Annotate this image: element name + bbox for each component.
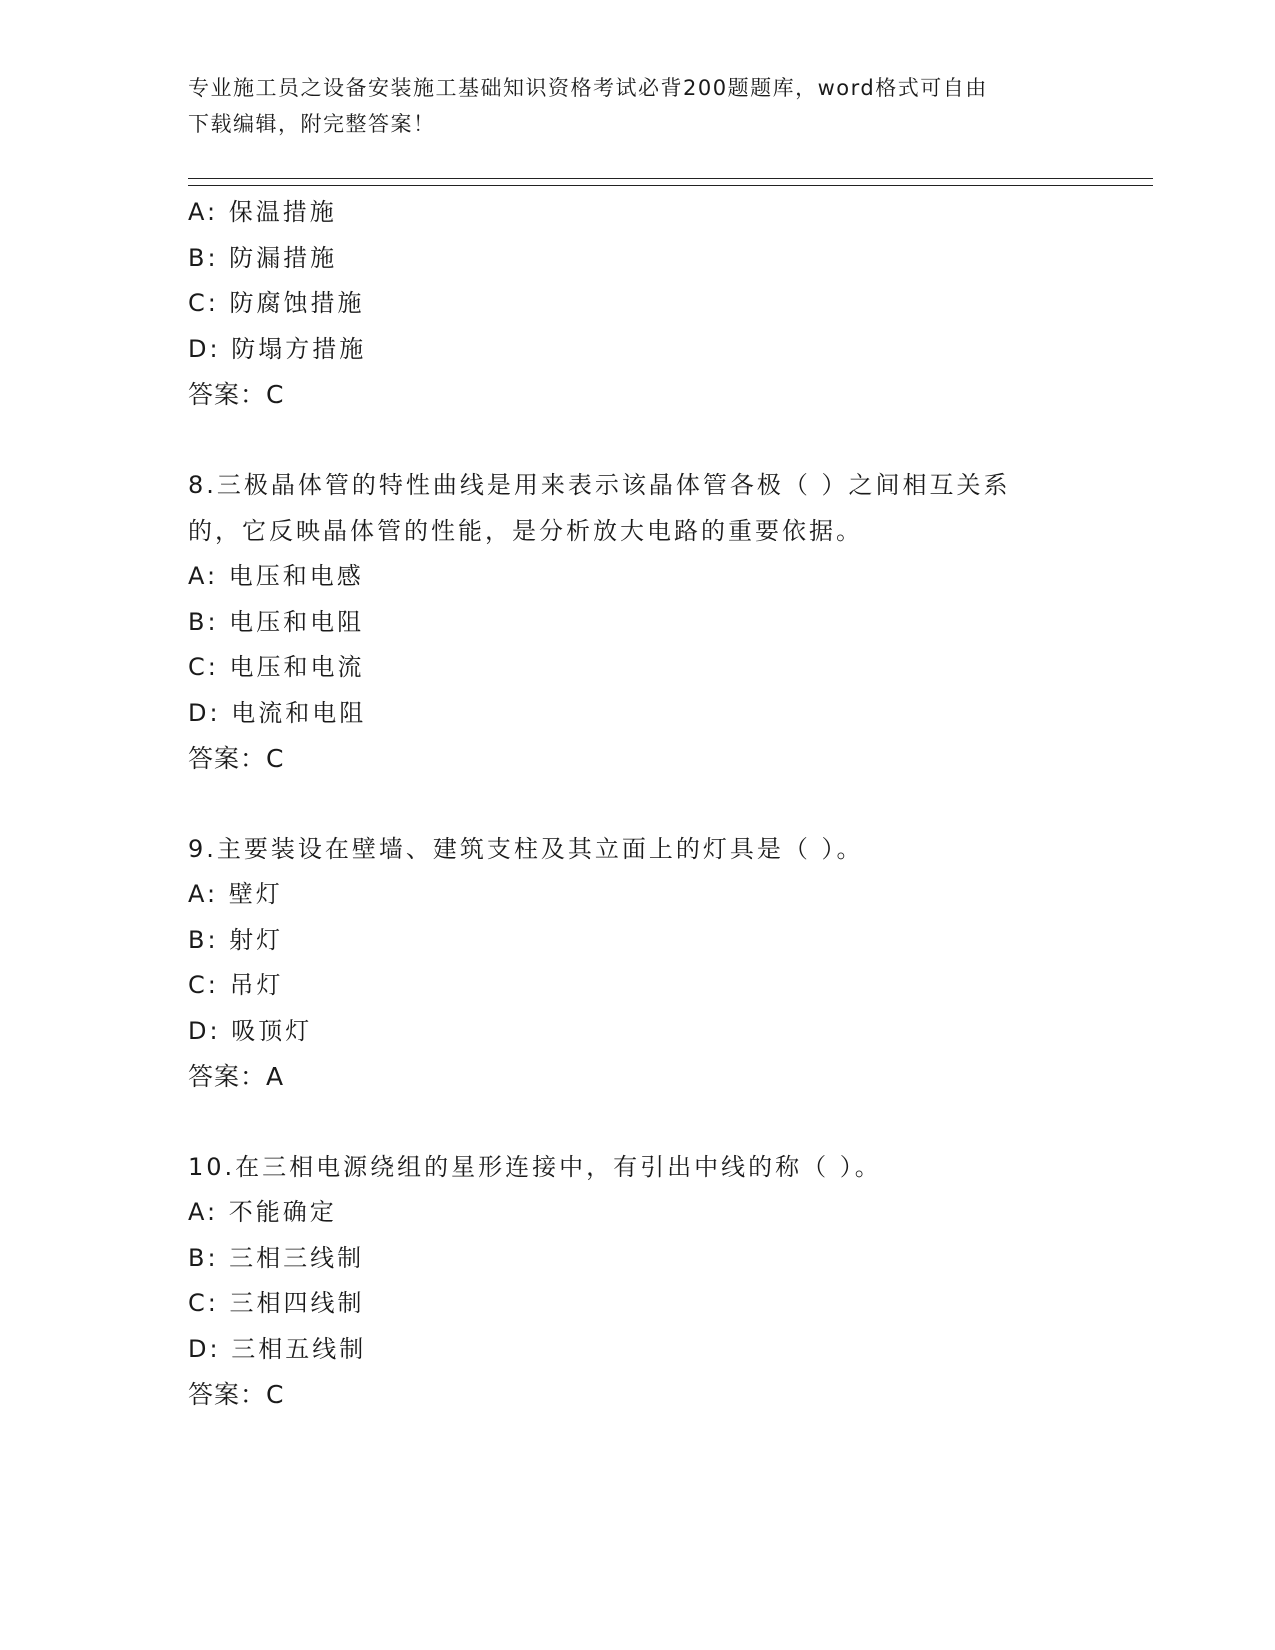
- option-c: C: 防腐蚀措施: [188, 289, 365, 317]
- question-block-continued: [188, 190, 1088, 418]
- option-b: B: 三相三线制: [188, 1243, 365, 1272]
- question-block-8: [188, 462, 1088, 782]
- option-c: C: 电压和电流: [188, 653, 365, 681]
- header-divider: [188, 178, 1153, 186]
- option-b: B: 防漏措施: [188, 243, 338, 272]
- option-a: A: 保温措施: [188, 198, 337, 226]
- answer-line: 答案：C: [188, 380, 285, 409]
- option-c: C: 三相四线制: [188, 1289, 365, 1317]
- header-line-1: 专业施工员之设备安装施工基础知识资格考试必背200题题库，word格式可自由: [188, 76, 988, 100]
- question-list: [188, 190, 1088, 1418]
- answer-line: 答案：A: [188, 1062, 285, 1091]
- question-block-9: [188, 826, 1088, 1100]
- question-text: 9.主要装设在壁墙、建筑支柱及其立面上的灯具是（ ）。: [188, 835, 864, 863]
- header-line-2: 下载编辑，附完整答案！: [188, 112, 436, 136]
- answer-line: 答案：C: [188, 1380, 285, 1409]
- option-b: B: 射灯: [188, 925, 284, 954]
- option-d: D: 吸顶灯: [188, 1016, 313, 1045]
- question-text: 8.三极晶体管的特性曲线是用来表示该晶体管各极（ ）之间相互关系: [188, 471, 1011, 499]
- option-d: D: 三相五线制: [188, 1334, 367, 1363]
- option-c: C: 吊灯: [188, 971, 284, 999]
- option-a: A: 壁灯: [188, 880, 283, 908]
- option-a: A: 不能确定: [188, 1198, 337, 1226]
- answer-line: 答案：C: [188, 744, 285, 773]
- option-d: D: 防塌方措施: [188, 334, 367, 363]
- question-text-continued: 的，它反映晶体管的性能，是分析放大电路的重要依据。: [188, 517, 863, 545]
- question-block-10: [188, 1144, 1088, 1418]
- document-header: [188, 70, 1068, 142]
- question-text: 10.在三相电源绕组的星形连接中，有引出中线的称（ ）。: [188, 1153, 882, 1181]
- option-d: D: 电流和电阻: [188, 698, 367, 727]
- option-a: A: 电压和电感: [188, 562, 364, 590]
- option-b: B: 电压和电阻: [188, 607, 365, 636]
